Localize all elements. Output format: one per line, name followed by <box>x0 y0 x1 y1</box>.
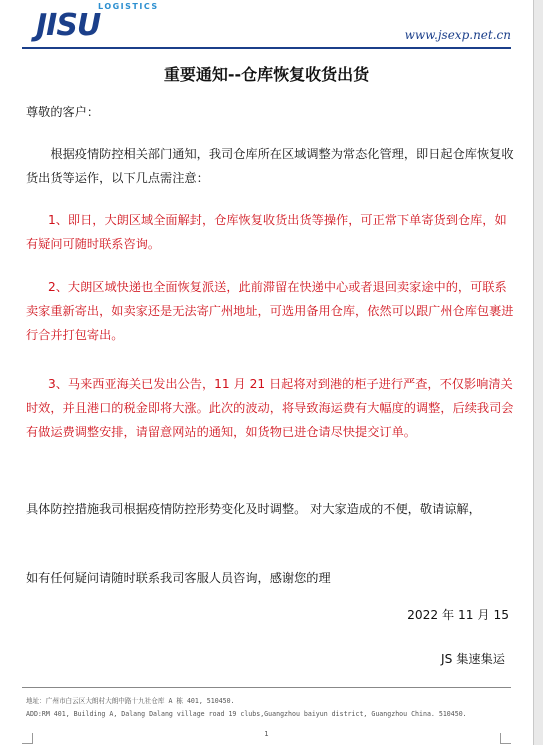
contact-line: 如有任何疑问请随时联系我司客服人员咨询，感谢您的理 <box>26 571 331 585</box>
notice-point-1: 1、即日，大朗区域全面解封，仓库恢复收货出货等操作，可正常下单寄货到仓库，如有疑问可随时联系咨询。 <box>26 213 507 251</box>
signature: JS 集速集运 <box>441 652 505 666</box>
notice-date: 2022 年 11 月 15 <box>407 608 509 622</box>
header-divider <box>22 47 511 49</box>
notice-point-3: 3、马来西亚海关已发出公告，11 月 21 日起将对到港的柜子进行严查，不仅影响清关时效，并且港口的税金即将大涨。此次的波动，将导致海运费有大幅度的调整，后续我司会有做运费调整安排，请留意网站的通知，如货物已进仓请尽快提交订单。 <box>26 377 514 439</box>
notice-point-2: 2、大朗区域快递也全面恢复派送，此前滞留在快递中心或者退回卖家途中的，可联系卖家重新寄出，如卖家还是无法寄广州地址，可选用备用仓库，依然可以跟广州仓库包裹进行合并打包寄出。 <box>26 280 514 342</box>
footer-address-en: ADD:RM 401, Building A, Dalang Dalang village road 19 clubs,Guangzhou baiyun district, Guangzhou China. 510450. <box>26 710 467 718</box>
notice-title: 重要通知--仓库恢复收货出货 <box>163 65 370 84</box>
logo-tagline: LOGISTICS <box>98 2 159 11</box>
footer-address-cn: 地址：广州市白云区大朗村大朗中路十九社仓库 A 栋 401, 510450. <box>26 697 235 705</box>
jisu-logo <box>36 2 159 44</box>
page-number: 1 <box>264 730 269 738</box>
website-url: www.jsexp.net.cn <box>404 28 511 42</box>
intro-paragraph: 根据疫情防控相关部门通知，我司仓库所在区域调整为常态化管理，即日起仓库恢复收货出货等运作，以下几点需注意： <box>26 147 514 185</box>
logo-wordmark: JISU <box>36 8 101 43</box>
footer-divider <box>22 687 511 688</box>
closing-paragraph: 具体防控措施我司根据疫情防控形势变化及时调整。 对大家造成的不便，敬请谅解， <box>26 502 481 516</box>
greeting: 尊敬的客户： <box>26 105 100 119</box>
